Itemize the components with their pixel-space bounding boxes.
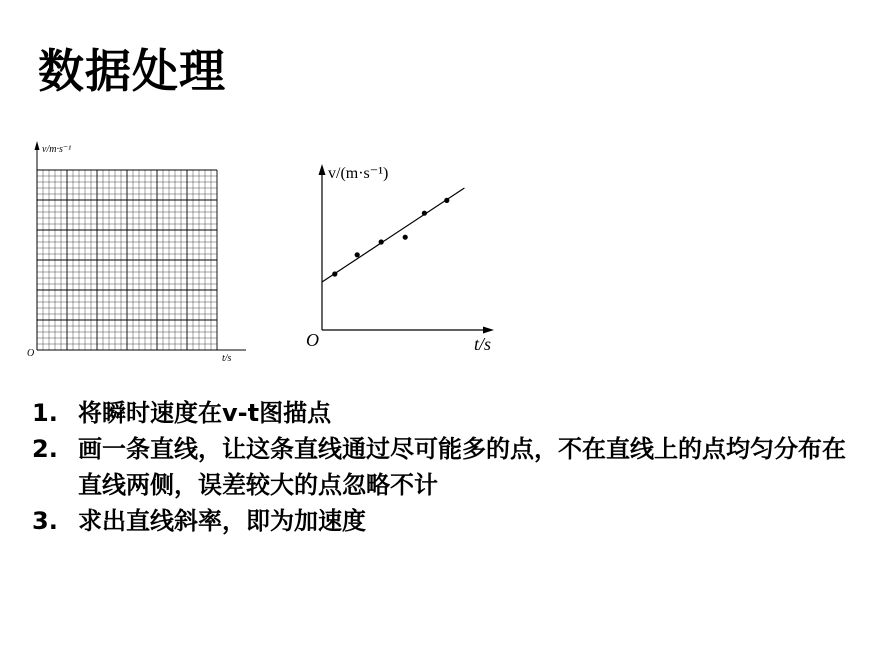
data-point (444, 198, 449, 203)
chart-x-axis-label: t/s (474, 334, 492, 354)
grid-y-axis-label: v/m·s⁻¹ (42, 144, 72, 155)
steps-list (32, 395, 852, 539)
list-item-text: 画一条直线，让这条直线通过尽可能多的点，不在直线上的点均匀分布在直线两侧，误差较大的点忽略不计 (78, 435, 846, 499)
list-item-text: 将瞬时速度在v-t图描点 (78, 399, 332, 427)
chart-marks (322, 188, 464, 282)
list-item (32, 431, 852, 503)
chart-x-arrow-icon (483, 327, 494, 334)
grid-x-axis-label: t/s (222, 353, 232, 364)
data-point (403, 235, 408, 240)
list-item (32, 503, 852, 539)
list-item-number: 2. (32, 435, 58, 463)
chart-origin-label: O (306, 330, 319, 350)
list-item-text: 求出直线斜率，即为加速度 (78, 507, 366, 535)
list-item-number: 3. (32, 507, 58, 535)
data-point (422, 211, 427, 216)
fit-line (322, 188, 464, 282)
list-item (32, 395, 852, 431)
chart-y-axis-label: v/(m·s⁻¹) (328, 165, 389, 182)
slide-title: 数据处理 (38, 44, 226, 98)
grid-origin-label: O (27, 348, 35, 359)
data-point (379, 239, 384, 244)
data-point (332, 271, 337, 276)
chart-y-arrow-icon (319, 164, 326, 175)
list-item-number: 1. (32, 399, 58, 427)
data-point (355, 252, 360, 257)
